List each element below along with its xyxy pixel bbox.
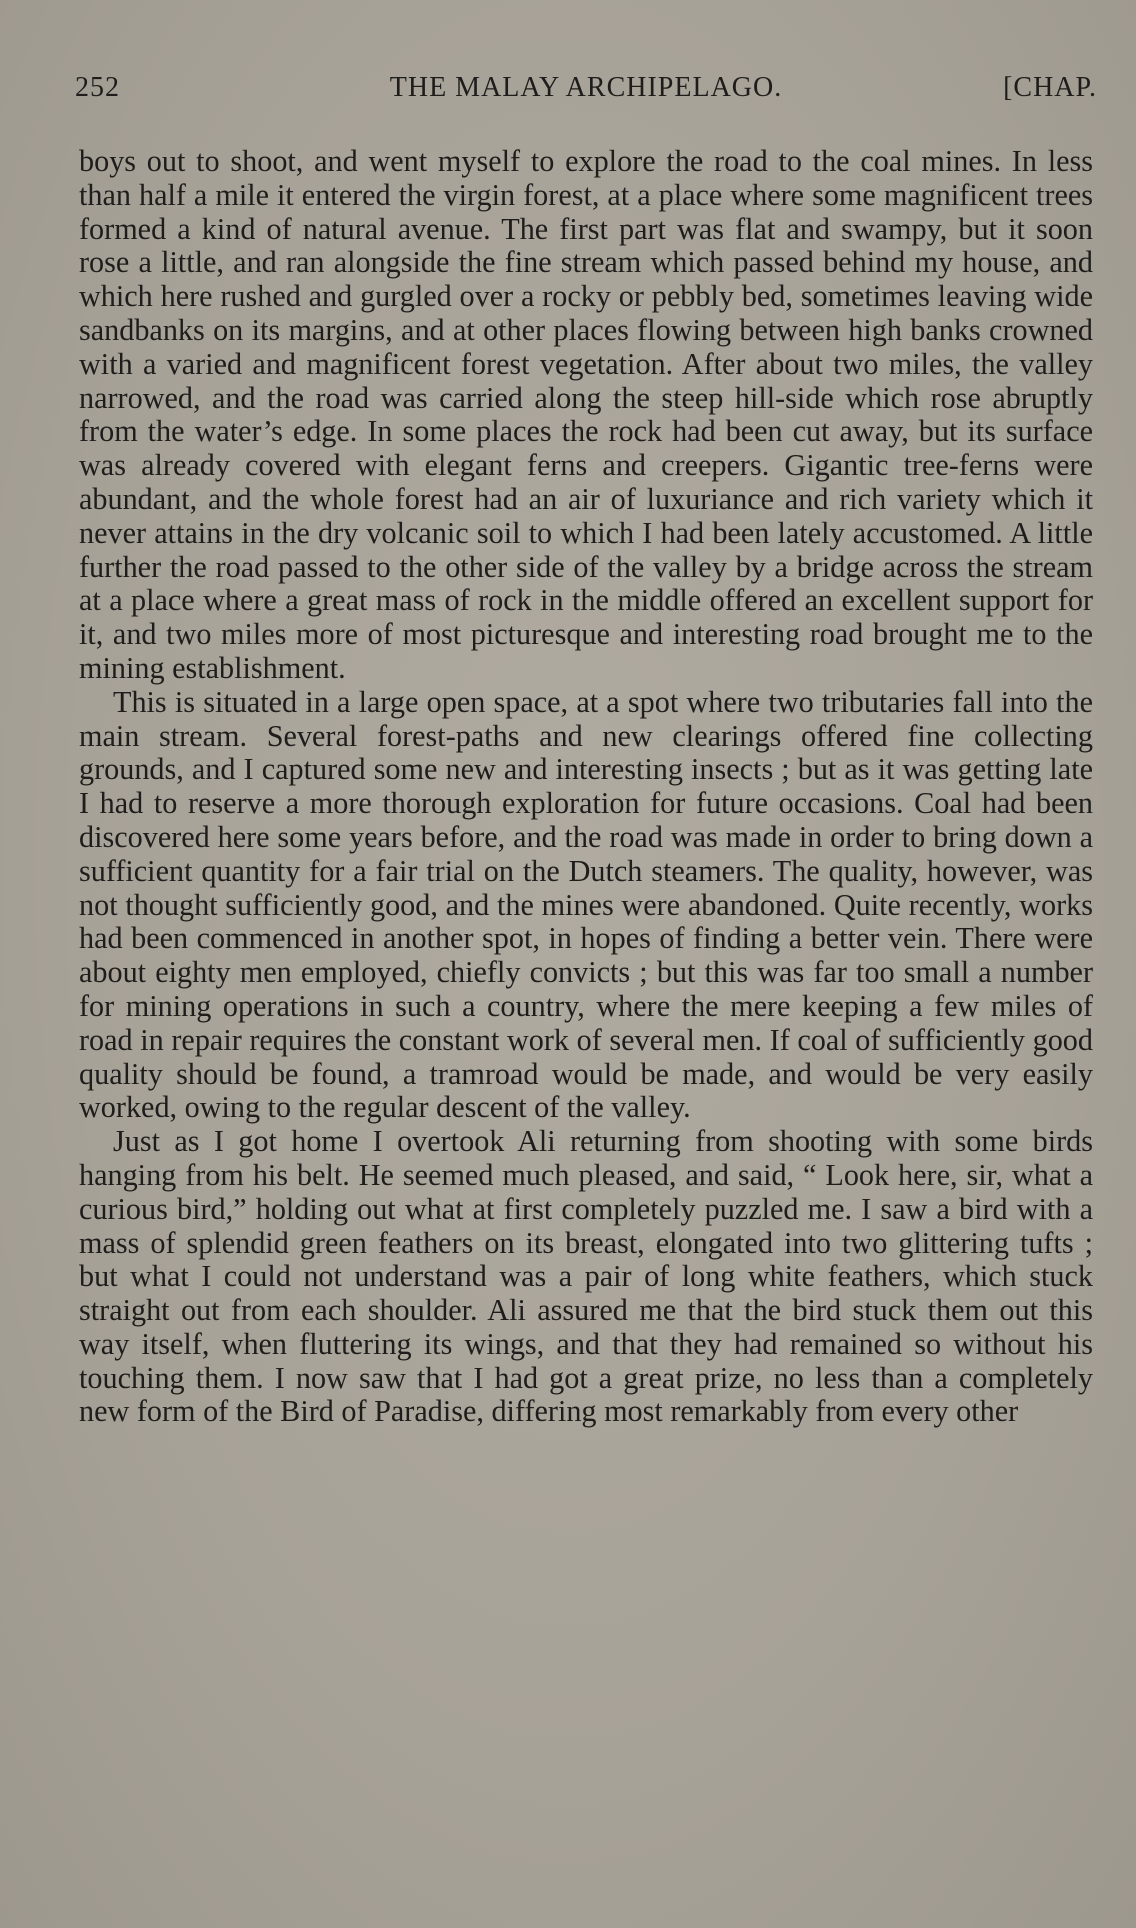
paragraph-3: Just as I got home I overtook Ali returning from shooting with some birds hanging from his belt. He seemed much pleased, and said, “ Look here, sir, what a curious bird,” holding out what at first completely puzzled me. I saw a bird with a mass of splendid green feathers on its breast, elongated into two glittering tufts ; but what I could not understand was a pair of long white feathers, which stuck straight out from each shoulder. Ali assured me that the bird stuck them out this way itself, when fluttering its wings, and that they had remained so without his touching them. I now saw that I had got a great prize, no less than a completely new form of the Bird of Paradise, differing most remarkably from every other [79,1124,1093,1429]
book-title: THE MALAY ARCHIPELAGO. [389,72,783,103]
page-number: 252 [75,72,120,103]
chapter-marker: [CHAP. [1003,72,1097,103]
running-head [75,72,1097,112]
paragraph-1: boys out to shoot, and went myself to explore the road to the coal mines. In less than half a mile it entered the virgin forest, at a place where some magnificent trees formed a kind of natural avenue. The first part was flat and swampy, but it soon rose a little, and ran alongside the fine stream which passed behind my house, and which here rushed and gurgled over a rocky or pebbly bed, sometimes leaving wide sandbanks on its margins, and at other places flowing between high banks crowned with a varied and magnificent forest vegetation. After about two miles, the valley narrowed, and the road was carried along the steep hill-side which rose abruptly from the water’s edge. In some places the rock had been cut away, but its surface was already covered with elegant ferns and creepers. Gigantic tree-ferns were abundant, and the whole forest had an air of luxuriance and rich variety which it never attains in the dry volcanic soil to which I had been lately accustomed. A little further the road passed to the other side of the valley by a bridge across the stream at a place where a great mass of rock in the middle offered an excellent support for it, and two miles more of most picturesque and interesting road brought me to the mining establishment. [79,144,1093,685]
body-text [79,145,1093,1429]
paragraph-2: This is situated in a large open space, at a spot where two tributaries fall into the main stream. Several forest-paths and new clearings offered fine collecting grounds, and I captured some new and interesting insects ; but as it was getting late I had to reserve a more thorough exploration for future occasions. Coal had been discovered here some years before, and the road was made in order to bring down a sufficient quantity for a fair trial on the Dutch steamers. The quality, however, was not thought sufficiently good, and the mines were abandoned. Quite recently, works had been commenced in another spot, in hopes of finding a better vein. There were about eighty men employed, chiefly convicts ; but this was far too small a number for mining operations in such a country, where the mere keeping a few miles of road in repair requires the constant work of several men. If coal of sufficiently good quality should be found, a tramroad would be made, and would be very easily worked, owing to the regular descent of the valley. [79,684,1093,1125]
